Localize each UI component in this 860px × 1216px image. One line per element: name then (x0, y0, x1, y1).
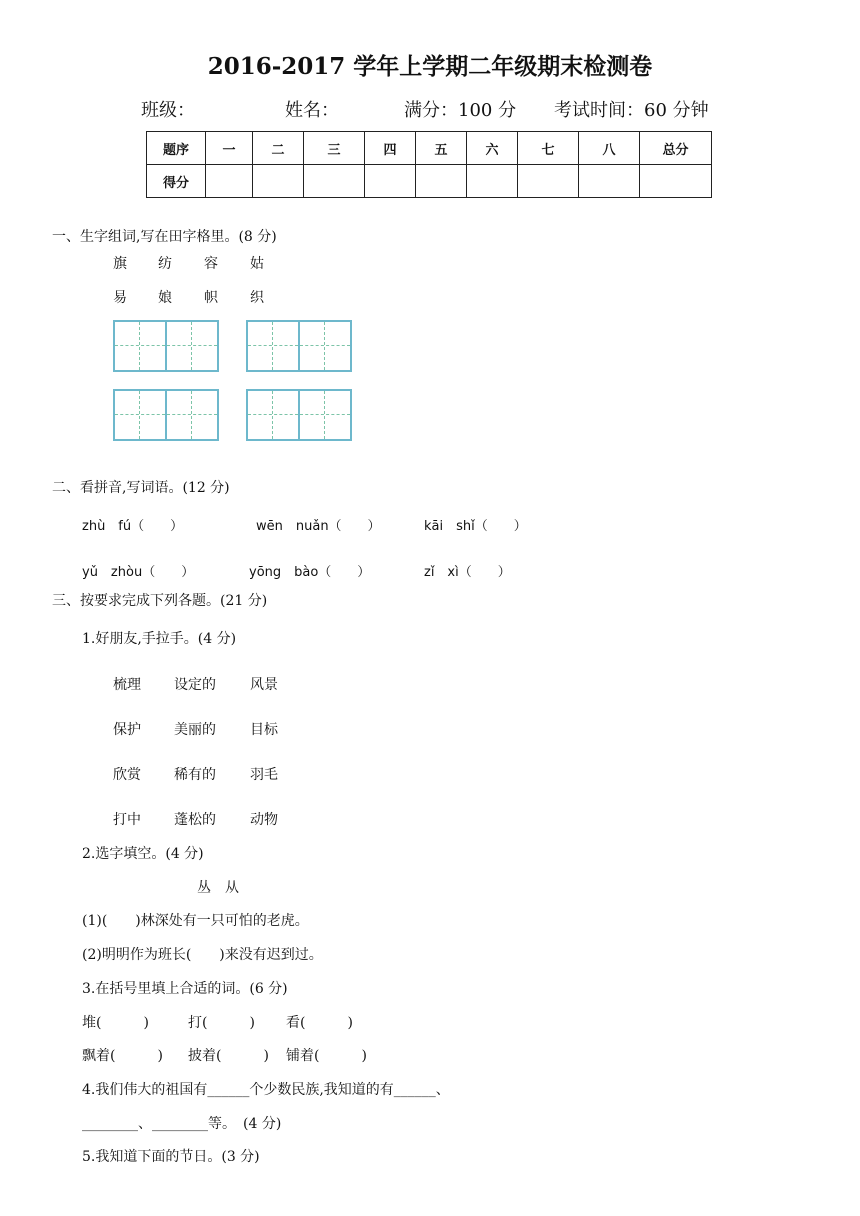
pinyin-item[interactable]: zǐ xì（ ） (424, 565, 511, 580)
score-header-cell: 四 (365, 132, 416, 165)
tianzige-cell[interactable] (298, 322, 350, 370)
score-table (146, 131, 712, 198)
score-input-cell[interactable] (640, 165, 712, 198)
tianzige-cell[interactable] (248, 322, 298, 370)
score-header-cell: 五 (416, 132, 467, 165)
score-header-cell: 八 (579, 132, 640, 165)
score-header-cell: 六 (467, 132, 518, 165)
class-label: 班级： (141, 100, 195, 121)
fill-blank-item[interactable]: 披着( ) (188, 1048, 269, 1064)
tianzige-cell[interactable] (165, 391, 217, 439)
score-header-cell: 题序 (147, 132, 206, 165)
pinyin-item[interactable]: yōng bào（ ） (249, 565, 371, 580)
q3-title: 3.在括号里填上合适的词。(6 分) (82, 981, 288, 997)
q2-sentence-1[interactable]: (1)( )林深处有一只可怕的老虎。 (82, 913, 309, 929)
match-word[interactable]: 稀有的 (174, 767, 216, 783)
pinyin-item[interactable]: yǔ zhòu（ ） (82, 565, 195, 580)
char-item: 娘 (158, 290, 172, 306)
tianzige-cell[interactable] (115, 391, 165, 439)
q4-line-2[interactable]: ________、________等。 (4 分) (82, 1116, 282, 1132)
char-item: 纺 (158, 256, 172, 272)
score-input-cell[interactable] (416, 165, 467, 198)
name-label: 姓名： (285, 100, 339, 121)
score-input-cell[interactable] (467, 165, 518, 198)
section1-title: 一、生字组词,写在田字格里。(8 分) (52, 229, 277, 245)
score-input-cell[interactable] (206, 165, 253, 198)
score-header-cell: 三 (304, 132, 365, 165)
score-row-label: 得分 (147, 165, 206, 198)
score-header-cell: 一 (206, 132, 253, 165)
tianzige-grid[interactable] (113, 320, 219, 372)
fill-blank-item[interactable]: 飘着( ) (82, 1048, 163, 1064)
char-item: 帜 (204, 290, 218, 306)
char-item: 容 (204, 256, 218, 272)
tianzige-grid[interactable] (113, 389, 219, 441)
tianzige-grid[interactable] (246, 389, 352, 441)
match-word[interactable]: 动物 (250, 812, 278, 828)
score-header-cell: 总分 (640, 132, 712, 165)
page-title: 2016-2017 学年上学期二年级期末检测卷 (207, 53, 653, 80)
q2-sentence-2[interactable]: (2)明明作为班长( )来没有迟到过。 (82, 947, 323, 963)
match-word[interactable]: 欣赏 (113, 767, 141, 783)
match-word[interactable]: 保护 (113, 722, 141, 738)
match-word[interactable]: 设定的 (174, 677, 216, 693)
section2-title: 二、看拼音,写词语。(12 分) (52, 480, 230, 496)
tianzige-cell[interactable] (115, 322, 165, 370)
score-input-cell[interactable] (579, 165, 640, 198)
score-table-header-row (147, 132, 712, 165)
q2-choices: 丛 从 (197, 880, 239, 896)
match-word[interactable]: 美丽的 (174, 722, 216, 738)
match-word[interactable]: 风景 (250, 677, 278, 693)
match-word[interactable]: 羽毛 (250, 767, 278, 783)
exam-time: 考试时间：60 分钟 (554, 100, 709, 121)
score-input-cell[interactable] (365, 165, 416, 198)
tianzige-cell[interactable] (248, 391, 298, 439)
match-word[interactable]: 梳理 (113, 677, 141, 693)
char-item: 易 (113, 290, 127, 306)
pinyin-item[interactable]: kāi shǐ（ ） (424, 519, 527, 534)
pinyin-item[interactable]: wēn nuǎn（ ） (256, 519, 381, 534)
score-header-cell: 二 (253, 132, 304, 165)
q5-title: 5.我知道下面的节日。(3 分) (82, 1149, 260, 1165)
q4-line-1[interactable]: 4.我们伟大的祖国有______个少数民族,我知道的有______、 (82, 1082, 450, 1098)
tianzige-cell[interactable] (298, 391, 350, 439)
fill-blank-item[interactable]: 看( ) (286, 1015, 353, 1031)
section3-title: 三、按要求完成下列各题。(21 分) (52, 593, 268, 609)
q1-title: 1.好朋友,手拉手。(4 分) (82, 631, 237, 647)
fill-blank-item[interactable]: 打( ) (188, 1015, 255, 1031)
score-table-score-row (147, 165, 712, 198)
tianzige-grid[interactable] (246, 320, 352, 372)
full-marks: 满分：100 分 (404, 100, 517, 121)
char-item: 姑 (250, 256, 264, 272)
match-word[interactable]: 打中 (113, 812, 141, 828)
match-word[interactable]: 蓬松的 (174, 812, 216, 828)
fill-blank-item[interactable]: 铺着( ) (286, 1048, 367, 1064)
char-item: 织 (250, 290, 264, 306)
match-word[interactable]: 目标 (250, 722, 278, 738)
score-input-cell[interactable] (304, 165, 365, 198)
score-input-cell[interactable] (518, 165, 579, 198)
score-header-cell: 七 (518, 132, 579, 165)
char-item: 旗 (113, 256, 127, 272)
q2-title: 2.选字填空。(4 分) (82, 846, 204, 862)
tianzige-cell[interactable] (165, 322, 217, 370)
score-input-cell[interactable] (253, 165, 304, 198)
fill-blank-item[interactable]: 堆( ) (82, 1015, 149, 1031)
pinyin-item[interactable]: zhù fú（ ） (82, 519, 184, 534)
